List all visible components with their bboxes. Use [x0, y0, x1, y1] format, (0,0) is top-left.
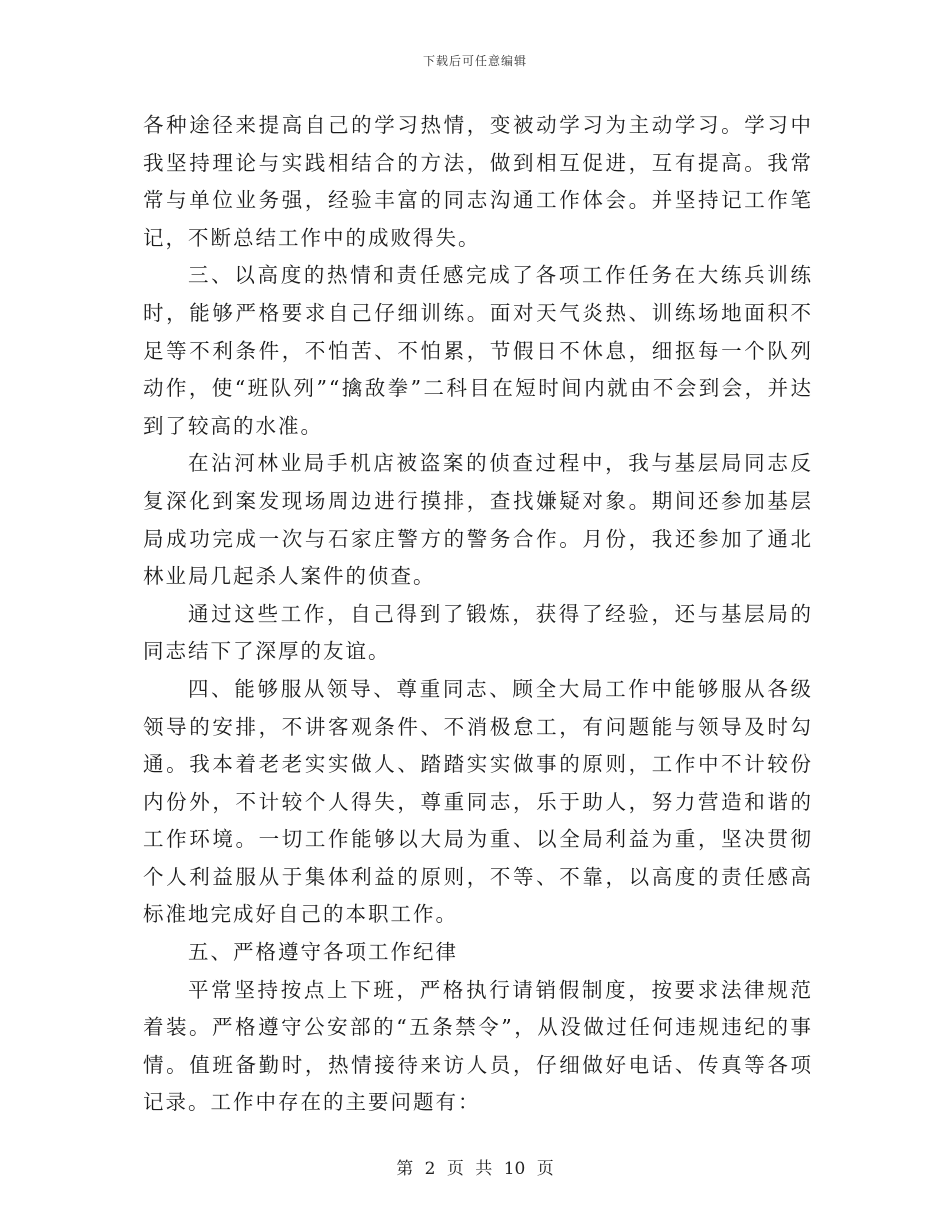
paragraph-case-investigation: 在沾河林业局手机店被盗案的侦查过程中，我与基层局同志反复深化到案发现场周边进行摸排，查找嫌疑对象。期间还参加基层局成功完成一次与石家庄警方的警务合作。月份，我还参加了通北林业局几起杀人案件的侦查。 — [143, 451, 813, 589]
document-body — [143, 107, 813, 1122]
paragraph-section-three: 三、以高度的热情和责任感完成了各项工作任务在大练兵训练时，能够严格要求自己仔细训练。面对天气炎热、训练场地面积不足等不利条件，不怕苦、不怕累，节假日不休息，细抠每一个队列动作，使“班队列”“擒敌拳”二科目在短时间内就由不会到会，并达到了较高的水准。 — [143, 263, 813, 438]
section-heading-five: 五、严格遵守各项工作纪律 — [188, 940, 458, 965]
page-number-footer: 第 2 页 共 10 页 — [396, 1159, 554, 1179]
paragraph-experience-gained: 通过这些工作，自己得到了锻炼，获得了经验，还与基层局的同志结下了深厚的友谊。 — [143, 601, 813, 664]
paragraph-discipline: 平常坚持按点上下班，严格执行请销假制度，按要求法律规范着装。严格遵守公安部的“五条禁令”，从没做过任何违规违纪的事情。值班备勤时，热情接待来访人员，仔细做好电话、传真等各项记录。工作中存在的主要问题有： — [143, 977, 813, 1115]
paragraph-section-four: 四、能够服从领导、尊重同志、顾全大局工作中能够服从各级领导的安排，不讲客观条件、不消极怠工，有问题能与领导及时勾通。我本着老老实实做人、踏踏实实做事的原则，工作中不计较份内份外，不计较个人得失，尊重同志，乐于助人，努力营造和谐的工作环境。一切工作能够以大局为重、以全局利益为重，坚决贯彻个人利益服从于集体利益的原则，不等、不靠，以高度的责任感高标准地完成好自己的本职工作。 — [143, 676, 813, 927]
page-header: 下载后可任意编辑 — [422, 54, 527, 68]
paragraph-study-habits: 各种途径来提高自己的学习热情，变被动学习为主动学习。学习中我坚持理论与实践相结合的方法，做到相互促进，互有提高。我常常与单位业务强，经验丰富的同志沟通工作体会。并坚持记工作笔记，不断总结工作中的成败得失。 — [143, 113, 813, 250]
